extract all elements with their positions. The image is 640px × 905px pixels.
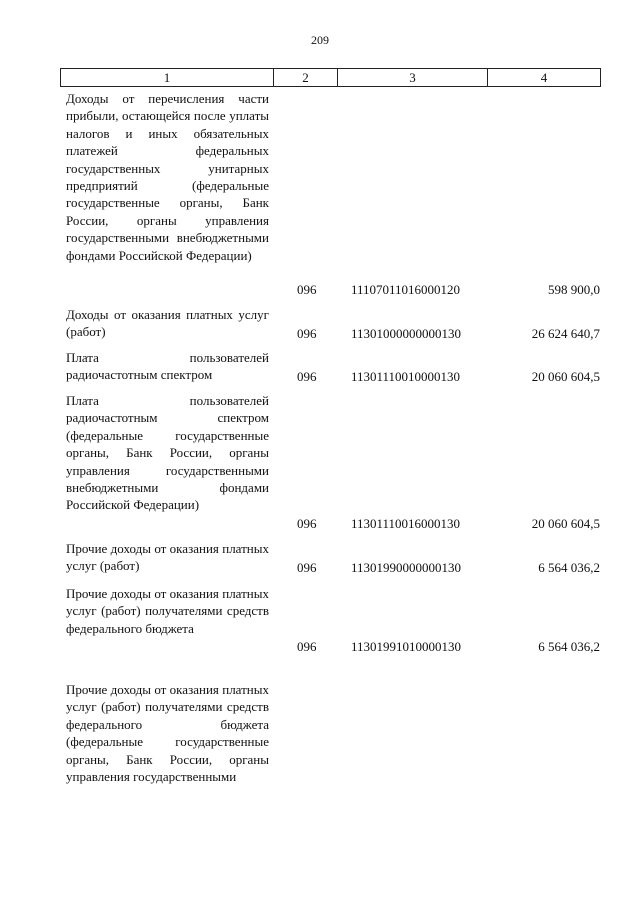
header-col-3: 3 xyxy=(338,69,488,87)
table-row xyxy=(60,585,600,655)
header-col-4: 4 xyxy=(488,69,601,87)
row-amount: 26 624 640,7 xyxy=(531,325,600,341)
table-row xyxy=(60,349,600,385)
row-admin-code: 096 xyxy=(297,325,317,341)
header-col-1: 1 xyxy=(61,69,274,87)
row-amount: 6 564 036,2 xyxy=(538,638,600,654)
row-income-code: 11301110016000130 xyxy=(351,515,461,531)
table-row xyxy=(60,392,600,532)
row-admin-code: 096 xyxy=(297,368,317,384)
table-row xyxy=(60,306,600,342)
row-name: Прочие доходы от оказания платных услуг (работ) xyxy=(66,541,269,574)
row-name: Доходы от перечисления части прибыли, остающейся после уплаты налогов и иных обязательных платежей федеральных государственных унитарных предприятий (федеральные государственные органы, Банк России, органы управления государственными внебюджетными фондами Российской Федерации) xyxy=(66,91,269,263)
table-row xyxy=(60,90,600,298)
row-income-code: 11107011016000120 xyxy=(351,281,461,297)
row-income-code: 11301990000000130 xyxy=(351,559,462,575)
header-col-2: 2 xyxy=(274,69,338,87)
row-name: Прочие доходы от оказания платных услуг (работ) получателями средств федерального бюджета (федеральные государственные органы, Банк России, органы управления государственными xyxy=(66,682,269,785)
row-name: Плата пользователей радиочастотным спектром xyxy=(66,350,269,383)
row-name: Доходы от оказания платных услуг (работ) xyxy=(66,307,269,340)
row-admin-code: 096 xyxy=(297,281,317,297)
row-income-code: 11301000000000130 xyxy=(351,325,462,341)
row-income-code: 11301110010000130 xyxy=(351,368,461,384)
row-amount: 20 060 604,5 xyxy=(531,368,600,384)
table-row xyxy=(60,681,600,821)
row-income-code: 11301991010000130 xyxy=(351,638,462,654)
page-number: 209 xyxy=(311,33,329,47)
table-header xyxy=(60,68,601,87)
row-amount: 6 564 036,2 xyxy=(538,559,600,575)
table-row xyxy=(60,540,600,576)
row-name: Плата пользователей радиочастотным спектром (федеральные государственные органы, Банк России, органы управления государственными внебюджетными фондами Российской Федерации) xyxy=(66,393,269,513)
row-name: Прочие доходы от оказания платных услуг (работ) получателями средств федерального бюджета xyxy=(66,586,269,636)
row-amount: 598 900,0 xyxy=(548,281,600,297)
row-admin-code: 096 xyxy=(297,638,317,654)
row-admin-code: 096 xyxy=(297,515,317,531)
row-amount: 20 060 604,5 xyxy=(531,515,600,531)
row-admin-code: 096 xyxy=(297,559,317,575)
